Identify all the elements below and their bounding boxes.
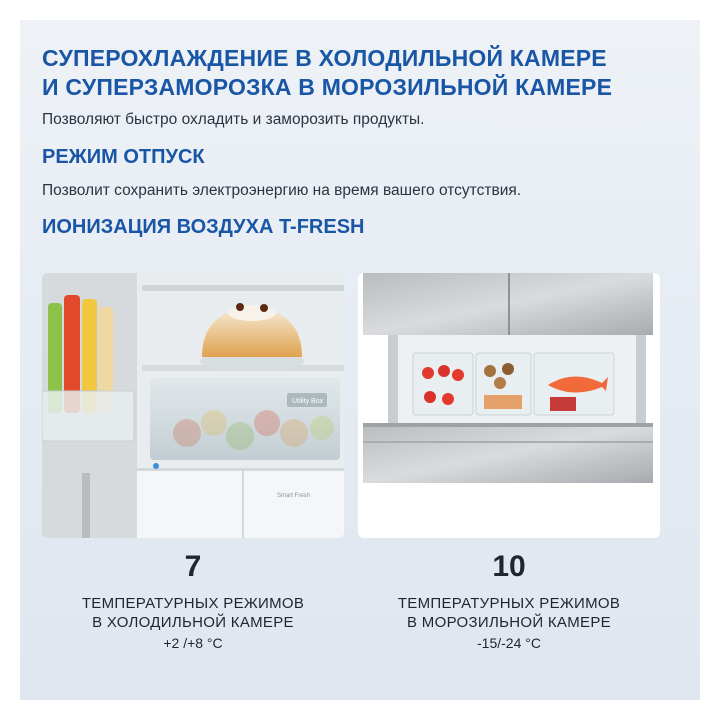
fridge-modes-stat xyxy=(28,550,358,652)
freezer-modes-count: 10 xyxy=(492,550,526,583)
superchill-title-line1: СУПЕРОХЛАЖДЕНИЕ В ХОЛОДИЛЬНОЙ КАМЕРЕ xyxy=(42,45,607,71)
utility-box-label: Utility Box xyxy=(292,398,324,405)
superchill-title xyxy=(42,44,682,102)
fridge-interior-photo xyxy=(42,273,344,538)
freezer-modes-label-line2: В МОРОЗИЛЬНОЙ КАМЕРЕ xyxy=(407,614,611,631)
superchill-description: Позволяют быстро охладить и заморозить продукты. xyxy=(42,111,425,128)
vacation-mode-title: РЕЖИМ ОТПУСК xyxy=(42,146,205,168)
superchill-title-line2: И СУПЕРЗАМОРОЗКА В МОРОЗИЛЬНОЙ КАМЕРЕ xyxy=(42,74,613,100)
fridge-temperature-range: +2 /+8 °С xyxy=(163,635,223,651)
freezer-drawer-photo xyxy=(358,273,660,538)
fridge-modes-label-line1: ТЕМПЕРАТУРНЫХ РЕЖИМОВ xyxy=(81,595,305,612)
fridge-modes-count: 7 xyxy=(184,550,202,583)
ionization-title: ИОНИЗАЦИЯ ВОЗДУХА T-FRESH xyxy=(42,216,365,238)
freezer-modes-label-line1: ТЕМПЕРАТУРНЫХ РЕЖИМОВ xyxy=(397,595,621,612)
feature-card xyxy=(20,20,700,700)
vacation-mode-description: Позволит сохранить электроэнергию на время вашего отсутствия. xyxy=(42,182,522,199)
freezer-temperature-range: -15/-24 °С xyxy=(477,635,541,651)
freezer-drawer-illustration xyxy=(358,273,660,538)
fridge-modes-label-line2: В ХОЛОДИЛЬНОЙ КАМЕРЕ xyxy=(92,614,294,631)
freezer-modes-stat xyxy=(344,550,674,652)
smart-fresh-label: Smart Fresh xyxy=(277,493,311,499)
fridge-interior-illustration xyxy=(42,273,344,538)
